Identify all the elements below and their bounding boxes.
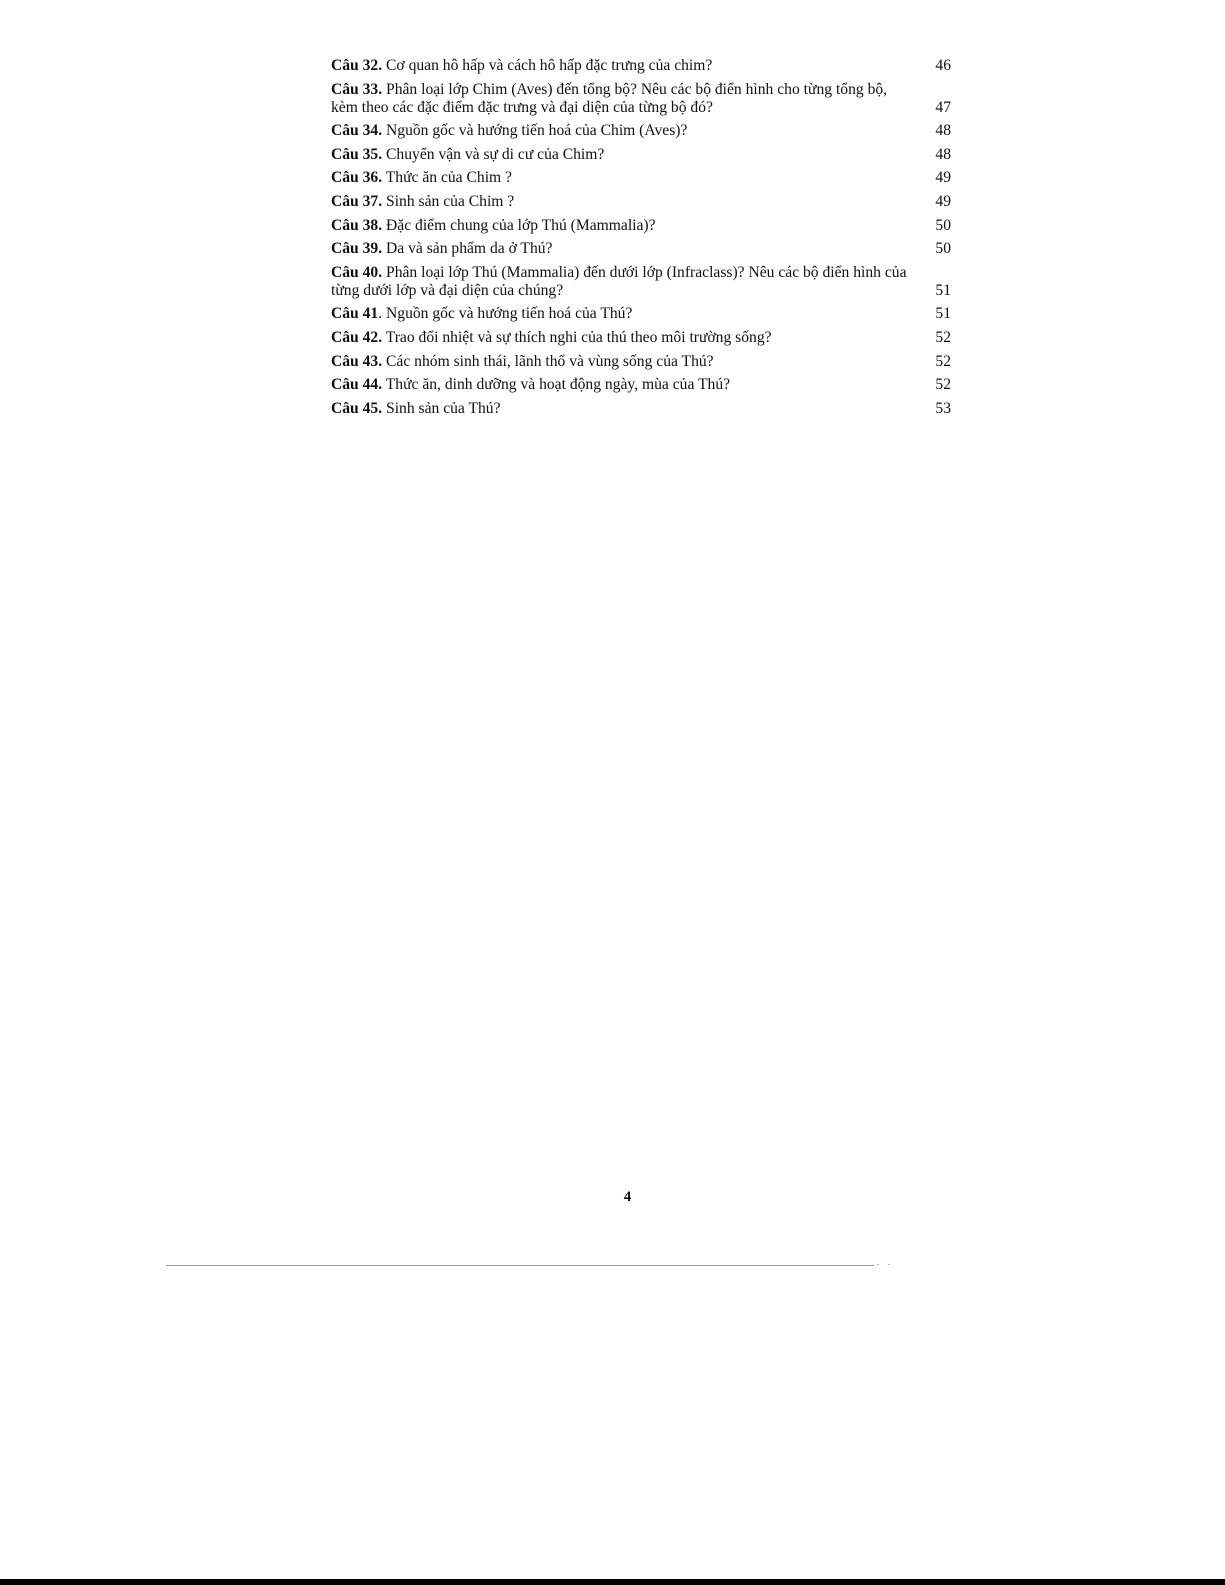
toc-entry-page: 48 — [935, 122, 951, 140]
toc-entry-page: 49 — [935, 169, 951, 187]
footer-divider-mark — [877, 1264, 879, 1265]
toc-entry-page: 52 — [935, 352, 951, 370]
toc-entry-label: Câu 36. — [331, 169, 383, 187]
toc-entry-label: Câu 38. — [331, 216, 383, 234]
toc-entry-page: 49 — [935, 192, 951, 210]
toc-entry-label: Câu 34. — [331, 122, 383, 140]
toc-entry-33[interactable] — [331, 81, 951, 117]
toc-entry-44[interactable] — [331, 376, 951, 394]
toc-entry-45[interactable] — [331, 400, 951, 418]
toc-entry-text: Sinh sản của Chim ? — [386, 192, 515, 210]
toc-entry-32[interactable] — [331, 57, 951, 75]
toc-entry-page: 51 — [935, 305, 951, 323]
toc-entry-label: Câu 40. — [331, 263, 383, 281]
toc-entry-label: Câu 32. — [331, 57, 383, 74]
toc-entry-37[interactable] — [331, 193, 951, 211]
toc-entry-label: Câu 37. — [331, 192, 383, 210]
toc-entry-text: Nguồn gốc và hướng tiến hoá của Chim (Aves)? — [386, 122, 688, 140]
toc-entry-text: Đặc điểm chung của lớp Thú (Mammalia)? — [386, 216, 656, 234]
toc-entry-label: Câu 41 — [331, 305, 379, 323]
toc-entry-text: Phân loại lớp Chim (Aves) đến tổng bộ? Nêu các bộ điển hình cho từng tổng bộ, kèm theo các đặc điểm đặc trưng và đại diện của từng bộ đó? — [331, 80, 888, 116]
toc-entry-page: 47 — [935, 98, 951, 116]
toc-entry-43[interactable] — [331, 353, 951, 371]
toc-entry-40[interactable] — [331, 264, 951, 300]
footer-divider-mark — [888, 1264, 890, 1265]
toc-entry-text: Da và sản phẩm da ở Thú? — [386, 240, 553, 258]
page-number: 4 — [623, 1189, 632, 1205]
toc-entry-label: Câu 43. — [331, 352, 383, 370]
toc-entry-text: Thức ăn của Chim ? — [385, 169, 512, 187]
toc-entry-text: Trao đổi nhiệt và sự thích nghi của thú theo môi trường sống? — [385, 328, 772, 346]
toc-entry-label: Câu 35. — [331, 145, 383, 163]
toc-entry-label: Câu 42. — [331, 328, 383, 346]
toc-entry-text: Cơ quan hô hấp và cách hô hấp đặc trưng của chim? — [386, 57, 713, 74]
toc-entry-text: Thức ăn, dinh dưỡng và hoạt động ngày, mùa của Thú? — [385, 376, 731, 394]
toc-entry-label: Câu 39. — [331, 240, 383, 258]
toc-entry-35[interactable] — [331, 146, 951, 164]
toc-entry-page: 48 — [935, 145, 951, 163]
bottom-edge-band — [0, 1579, 1225, 1585]
toc-entry-page: 51 — [935, 281, 951, 299]
toc-entry-label: Câu 44. — [331, 376, 383, 394]
toc-entry-label: Câu 45. — [331, 399, 383, 417]
toc-entry-page: 52 — [935, 328, 951, 346]
toc-entry-page: 50 — [935, 240, 951, 258]
toc-entry-36[interactable] — [331, 169, 951, 187]
toc-entry-page: 50 — [935, 216, 951, 234]
toc-entry-page: 46 — [935, 57, 951, 74]
table-of-contents — [331, 57, 951, 423]
toc-entry-text: Phân loại lớp Thú (Mammalia) đến dưới lớp (Infraclass)? Nêu các bộ điển hình của từng dưới lớp và đại diện của chúng? — [331, 263, 907, 299]
toc-entry-page: 52 — [935, 376, 951, 394]
toc-entry-text: Chuyển vận và sự di cư của Chim? — [386, 145, 605, 163]
toc-entry-42[interactable] — [331, 329, 951, 347]
toc-entry-34[interactable] — [331, 122, 951, 140]
toc-entry-41[interactable] — [331, 305, 951, 323]
toc-entry-39[interactable] — [331, 240, 951, 258]
footer-divider — [166, 1265, 874, 1266]
toc-entry-label: Câu 33. — [331, 80, 383, 98]
toc-entry-text: Sinh sản của Thú? — [386, 399, 501, 417]
toc-entry-38[interactable] — [331, 217, 951, 235]
toc-entry-page: 53 — [935, 399, 951, 417]
toc-entry-text: Các nhóm sinh thái, lãnh thổ và vùng sống của Thú? — [386, 352, 714, 370]
toc-entry-text: . Nguồn gốc và hướng tiến hoá của Thú? — [378, 305, 633, 323]
